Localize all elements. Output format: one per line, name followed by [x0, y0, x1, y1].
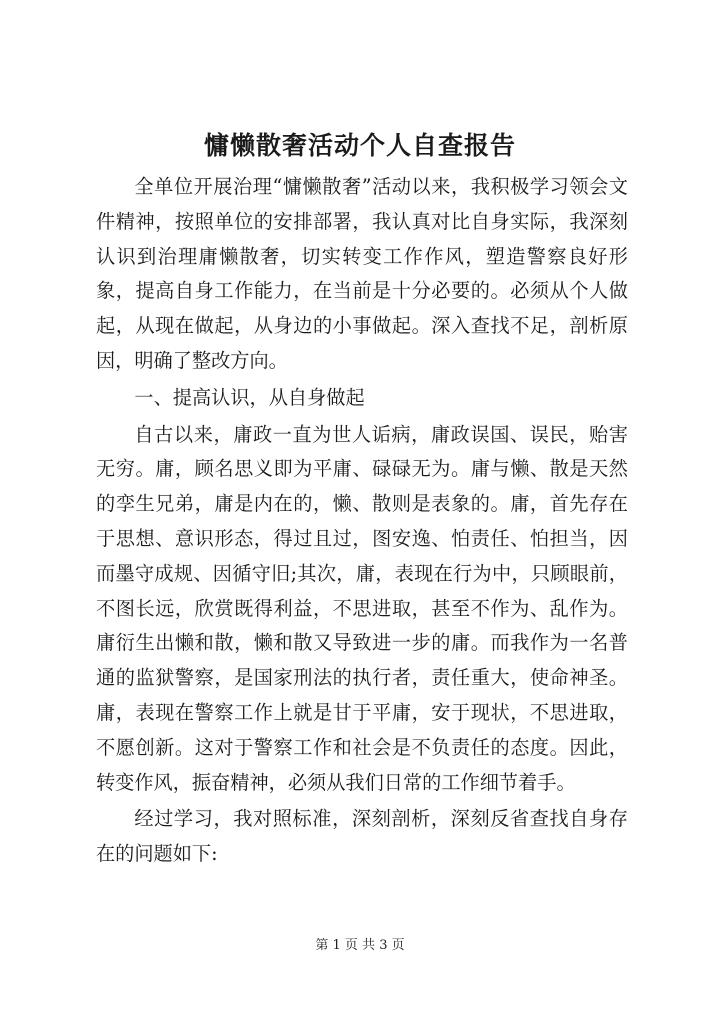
page-number-footer: 第 1 页 共 3 页: [315, 938, 405, 953]
document-title: 慵懒散奢活动个人自查报告: [203, 131, 516, 160]
analysis-paragraph: 自古以来，庸政一直为世人诟病，庸政误国、误民，贻害无穷。庸，顾名思义即为平庸、碌碌无为。庸与懒、散是天然的孪生兄弟，庸是内在的，懒、散则是表象的。庸，首先存在于思想、意识形态，得过且过，图安逸、怕责任、怕担当，因而墨守成规、因循守旧;其次，庸，表现在行为中，只顾眼前，不图长远，欣赏既得利益，不思进取，甚至不作为、乱作为。庸衍生出懒和散，懒和散又导致进一步的庸。而我作为一名普通的监狱警察，是国家刑法的执行者，责任重大，使命神圣。庸，表现在警察工作上就是甘于平庸，安于现状，不思进取，不愿创新。这对于警察工作和社会是不负责任的态度。因此，转变作风，振奋精神，必须从我们日常的工作细节着手。: [96, 422, 628, 794]
conclusion-paragraph: 经过学习，我对照标准，深刻剖析，深刻反省查找自身存在的问题如下:: [96, 807, 628, 866]
section-heading: 一、提高认识，从自身做起: [134, 385, 365, 409]
intro-paragraph: 全单位开展治理“慵懒散奢”活动以来，我积极学习领会文件精神，按照单位的安排部署，我认真对比自身实际，我深刻认识到治理庸懒散奢，切实转变工作作风，塑造警察良好形象，提高自身工作能力，在当前是十分必要的。必须从个人做起，从现在做起，从身边的小事做起。深入查找不足，剖析原因，明确了整改方向。: [96, 175, 628, 372]
document-body: [96, 170, 628, 872]
